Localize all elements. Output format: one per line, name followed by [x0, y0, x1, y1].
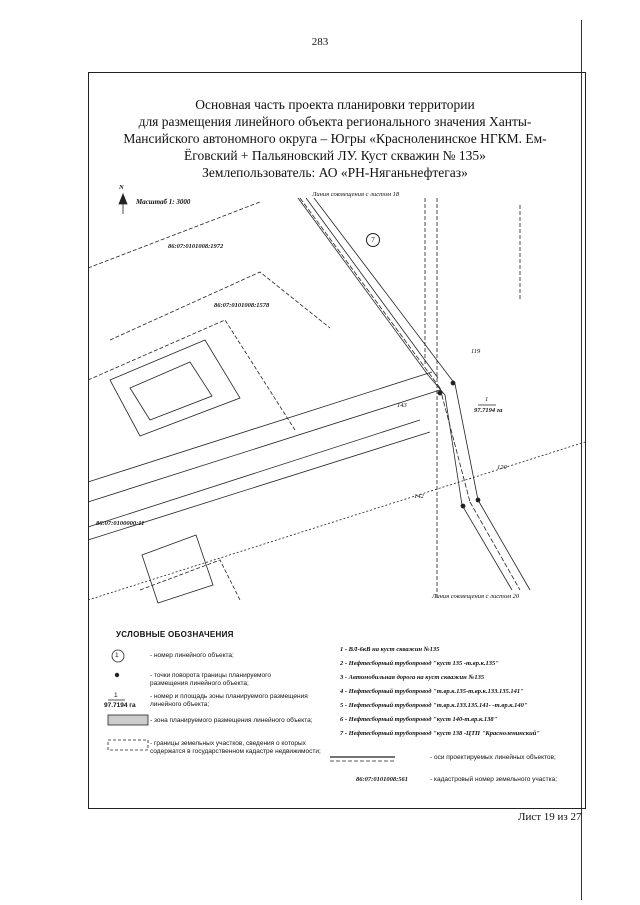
title-line: Мансийского автономного округа – Югры «Красноленинское НГКМ. Ем- [123, 131, 547, 146]
page-number: 283 [311, 36, 329, 48]
point-120: 120 [497, 464, 507, 471]
legend-right-item: 6 - Нефтесборный трубопровод "куст 140-т.вр.к.138" [340, 716, 498, 723]
cadastral-1972: 86:07:0101008:1972 [168, 243, 224, 250]
legend-item: - зона планируемого размещения линейного объекта; [150, 717, 313, 724]
title-line: для размещения линейного объекта регионального значения Ханты- [138, 114, 532, 129]
parcel-boundaries [88, 198, 520, 600]
legend-sym-zone-num: 1 [114, 692, 118, 699]
cadastral-11: 86:07:0100000:11 [96, 520, 145, 527]
building-outlines [110, 340, 240, 603]
legend-item: - границы земельных участков, сведения о которых содержатся в государственном кадастре недвижимости; [150, 740, 321, 755]
legend-cadastral-label: - кадастровый номер земельного участка; [430, 776, 558, 783]
title-line: Землепользователь: АО «РН-Няганьнефтегаз» [202, 165, 468, 180]
legend-item: - точки поворота границы планируемого размещения линейного объекта; [150, 672, 271, 687]
legend-heading: УСЛОВНЫЕ ОБОЗНАЧЕНИЯ [116, 630, 234, 639]
legend-right-item: 5 - Нефтесборный трубопровод "т.вр.к.133.135.141- -т.вр.к.140" [340, 702, 528, 709]
legend-sym-number: 1 [115, 652, 119, 659]
title-line: Основная часть проекта планировки территории [195, 97, 475, 112]
title-line: Ёговский + Пальяновский ЛУ. Куст скважин № 135» [184, 148, 486, 163]
zone-number: 1 [485, 396, 489, 403]
road-corridor [88, 372, 585, 600]
match-line-bottom: Линия совмещения с листом 20 [432, 593, 520, 600]
legend-right-item: 1 - ВЛ-6кВ на куст скважин №135 [340, 646, 440, 653]
object-number: 7 [366, 233, 380, 247]
legend-sym-cadastral: 86:07:0101008:561 [356, 776, 408, 783]
sheet-footer: Лист 19 из 27 [518, 811, 582, 823]
point-142: 142 [414, 493, 424, 500]
legend-right-item: 7 - Нефтесборный трубопровод "куст 138 -ЦТП "Красноленинский" [340, 730, 540, 737]
legend-right-item: 3 - Автомобильная дорога на куст скважин №135 [340, 674, 485, 681]
match-line-top: Линия совмещения с листом 18 [312, 191, 400, 198]
north-label: N [119, 184, 124, 191]
north-arrow-icon [119, 194, 127, 214]
scale-label: Масштаб 1: 3000 [136, 198, 191, 206]
pipeline-corridor [298, 198, 530, 590]
cadastral-1578: 86:07:0101008:1578 [214, 302, 270, 309]
point-119: 119 [471, 348, 481, 355]
legend-right-item: 2 - Нефтесборный трубопровод "куст 135 -т.вр.к.135" [340, 660, 499, 667]
legend-sym-zone-area: 97.7194 га [104, 702, 136, 709]
turning-points [438, 381, 480, 508]
zone-area: 97.7194 га [474, 407, 503, 414]
legend-right-item: 4 - Нефтесборный трубопровод "т.вр.к.135-т.вр.к.133.135.141" [340, 688, 524, 695]
legend-item: - номер линейного объекта; [150, 652, 234, 659]
legend-item: - номер и площадь зоны планируемого размещения линейного объекта; [150, 693, 308, 708]
legend-axes-label: - оси проектируемых линейных объектов; [430, 754, 556, 761]
point-143: 143 [397, 402, 407, 409]
